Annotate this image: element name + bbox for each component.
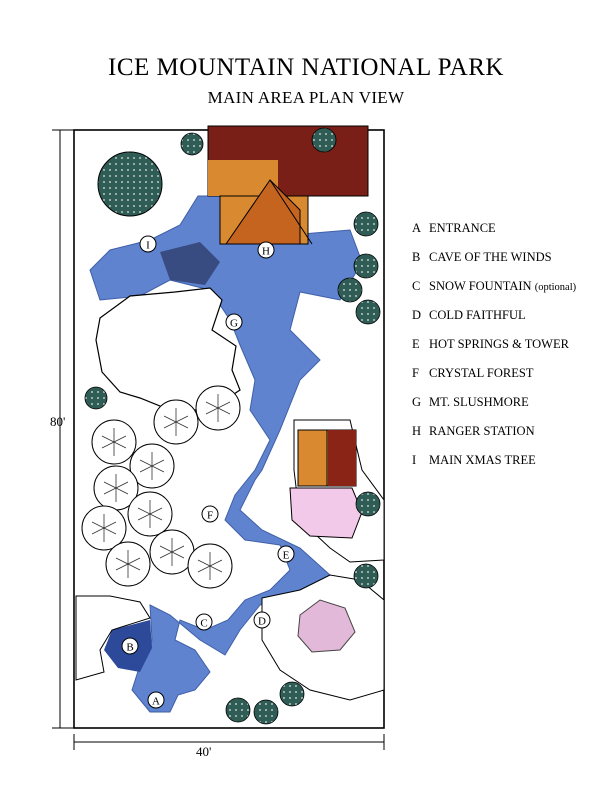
legend-label: ENTRANCE: [429, 221, 496, 235]
marker-e: [278, 546, 294, 562]
legend-label: SNOW FOUNTAIN: [429, 279, 532, 293]
marker-g-label: G: [230, 317, 238, 330]
legend-key: G: [412, 395, 422, 409]
dimension-width: [74, 734, 384, 750]
legend-note: (optional): [534, 282, 577, 293]
marker-g: [226, 314, 242, 330]
legend-label: HOT SPRINGS & TOWER: [429, 337, 569, 351]
marker-h-label: H: [262, 245, 270, 258]
legend-item-cold-faithful: [412, 305, 576, 334]
legend-label: COLD FAITHFUL: [429, 308, 526, 322]
marker-b: [122, 638, 138, 654]
dimension-width-label: 40': [196, 744, 212, 759]
hot-springs-tower: [298, 430, 356, 486]
legend-label: CAVE OF THE WINDS: [429, 250, 552, 264]
map-subtitle: MAIN AREA PLAN VIEW: [207, 88, 405, 107]
legend-label: MAIN XMAS TREE: [429, 453, 536, 467]
legend-item-mt-slushmore: [412, 392, 576, 421]
legend-item-main-xmas-tree: [412, 450, 576, 479]
legend-key: D: [412, 308, 422, 322]
marker-i-label: I: [146, 239, 150, 252]
marker-f: [202, 506, 218, 522]
legend-item-cave-of-the-winds: [412, 247, 576, 276]
legend-key: H: [412, 424, 422, 438]
map-title: ICE MOUNTAIN NATIONAL PARK: [108, 54, 504, 81]
legend-key: B: [412, 250, 421, 264]
legend-item-snow-fountain: [412, 276, 576, 305]
marker-c-label: C: [200, 617, 208, 630]
marker-i: [140, 236, 156, 252]
marker-d-label: D: [258, 615, 266, 628]
marker-d: [254, 612, 270, 628]
dimension-height-label: 80': [50, 414, 66, 429]
marker-f-label: F: [206, 509, 214, 522]
legend-item-hot-springs: [412, 334, 576, 363]
legend-key: E: [412, 337, 420, 351]
legend-item-crystal-forest: [412, 363, 576, 392]
legend-label: RANGER STATION: [429, 424, 535, 438]
marker-c: [196, 614, 212, 630]
marker-e-label: E: [282, 549, 290, 562]
marker-b-label: B: [126, 641, 134, 654]
legend-label: CRYSTAL FOREST: [429, 366, 534, 380]
main-xmas-tree: [98, 152, 162, 216]
legend-label: MT. SLUSHMORE: [429, 395, 529, 409]
marker-a-label: A: [152, 695, 160, 708]
legend-key: A: [412, 221, 422, 235]
legend-key: I: [412, 453, 417, 467]
legend-item-entrance: [412, 218, 576, 247]
legend-key: C: [412, 279, 421, 293]
map-legend: [412, 218, 576, 479]
marker-a: [148, 692, 164, 708]
legend-key: F: [412, 366, 419, 380]
legend-item-ranger-station: [412, 421, 576, 450]
marker-h: [258, 242, 274, 258]
